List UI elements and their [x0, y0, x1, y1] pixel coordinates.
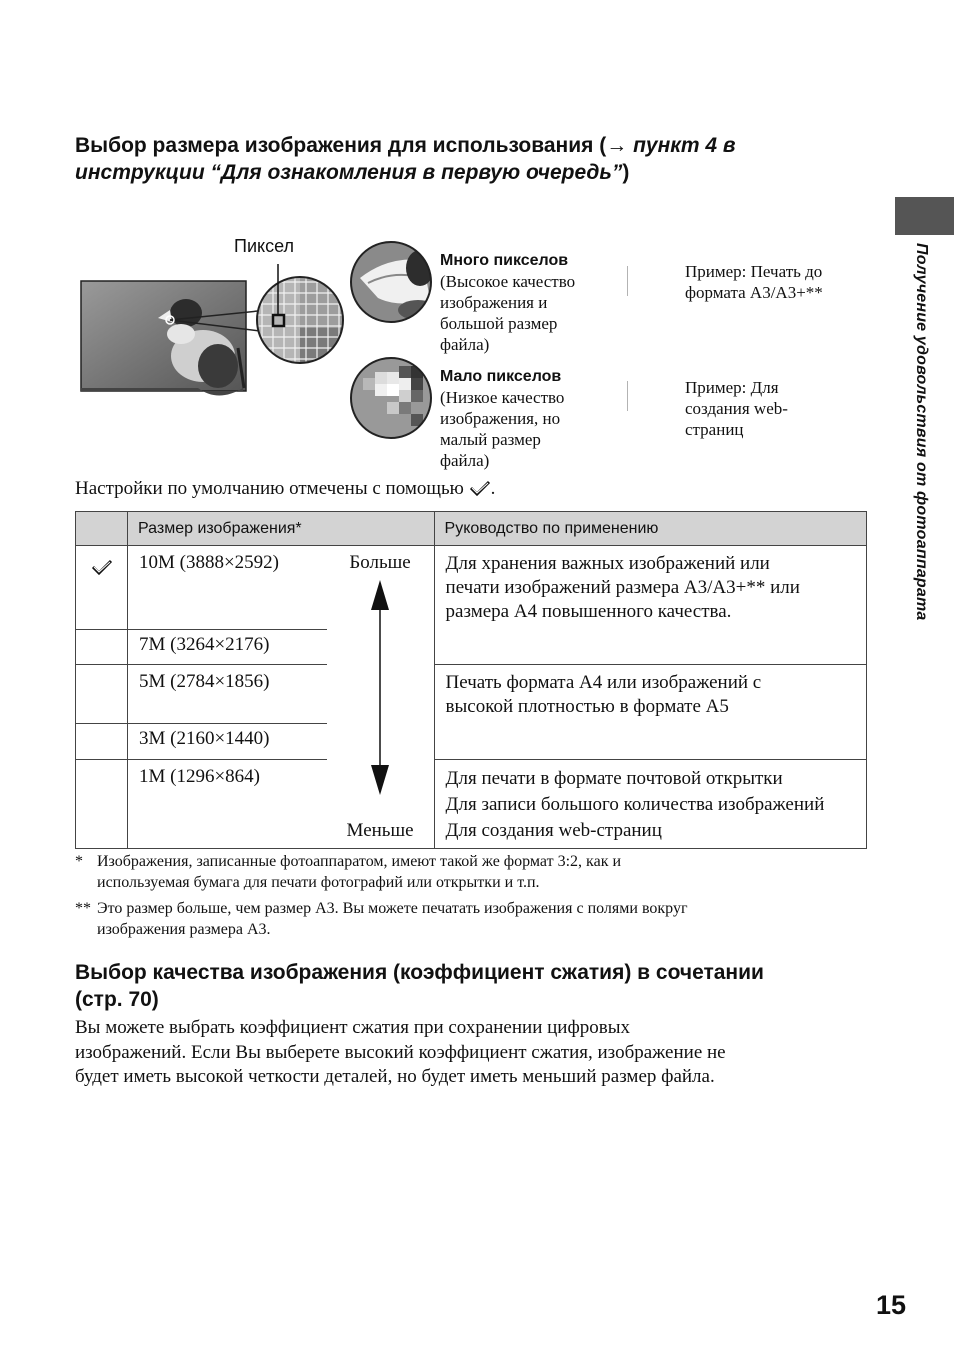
check-cell — [76, 724, 128, 760]
page-number: 15 — [876, 1290, 907, 1320]
size-cell: 1M (1296×864) — [128, 760, 327, 849]
example-line: формата A3/A3+** — [685, 283, 823, 302]
size-cell: 5M (2784×1856) — [128, 665, 327, 724]
few-pixels-line: файла) — [440, 451, 490, 470]
arrow-right-icon — [627, 252, 628, 310]
few-pixels-description — [440, 365, 625, 471]
body-line: Вы можете выбрать коэффициент сжатия при сохранении цифровых — [75, 1017, 630, 1038]
less-label: Меньше — [346, 820, 414, 841]
arrow-icon: → — [606, 134, 628, 157]
guide-line: Печать формата A4 или изображений с — [445, 672, 762, 693]
section-title-image-size — [75, 132, 865, 186]
many-pixels-line: (Высокое качество — [440, 272, 576, 291]
many-pixels-description — [440, 249, 625, 355]
footnote-mark: ** — [75, 900, 91, 917]
many-pixels-line: изображения и — [440, 293, 548, 312]
footnote-line: используемая бумага для печати фотографий или открытки и т.п. — [97, 874, 540, 891]
few-pixels-line: (Низкое качество — [440, 388, 565, 407]
section-title-quality — [75, 959, 875, 1013]
guide-line: Для создания web-страниц — [445, 820, 662, 841]
many-pixels-image — [348, 238, 438, 328]
bird-photo — [81, 281, 246, 396]
few-pixels-image — [348, 356, 438, 446]
image-size-table — [75, 511, 867, 849]
guide-line: Для хранения важных изображений или — [445, 553, 770, 574]
header-check — [76, 512, 128, 546]
footnote-single — [75, 851, 875, 893]
checkmark-icon — [469, 480, 491, 496]
body-line: изображений. Если Вы выберете высокий коэффициент сжатия, изображение не — [75, 1041, 726, 1063]
check-cell — [76, 760, 128, 849]
footnote-line: Изображения, записанные фотоаппаратом, имеют такой же формат 3:2, как и — [97, 853, 622, 870]
example-line: Пример: Печать до — [685, 262, 823, 281]
body-line: будет иметь высокой четкости деталей, но будет иметь меньший размер файла. — [75, 1066, 715, 1087]
many-pixels-heading: Много пикселов — [440, 252, 569, 269]
many-pixels-line: большой размер — [440, 314, 558, 333]
size-cell: 10M (3888×2592) — [128, 546, 327, 630]
default-settings-note — [75, 478, 495, 500]
quality-body-text — [75, 1016, 875, 1090]
table-row — [76, 665, 867, 724]
example-line: Пример: Для — [685, 378, 779, 397]
more-label: Больше — [349, 552, 411, 573]
section-title-suffix: ) — [622, 161, 630, 184]
pixel-grid-circle — [254, 264, 346, 368]
guide-line: Для печати в формате почтовой открытки — [445, 768, 783, 789]
guide-line: печати изображений размера A3/A3+** или — [445, 577, 800, 598]
guide-line: высокой плотностью в формате A5 — [445, 696, 729, 717]
default-note-end: . — [490, 478, 496, 499]
size-cell: 7M (3264×2176) — [128, 630, 327, 665]
default-note-text: Настройки по умолчанию отмечены с помощью — [75, 478, 464, 499]
few-pixels-line: малый размер — [440, 430, 541, 449]
footnote-mark: * — [75, 853, 83, 870]
guide-cell — [434, 760, 866, 849]
footnote-line: изображения размера A3. — [97, 921, 271, 938]
footnote-line: Это размер больше, чем размер A3. Вы можете печатать изображения с полями вокруг — [97, 900, 688, 917]
many-pixels-line: файла) — [440, 335, 490, 354]
size-scale-cell — [327, 546, 435, 849]
default-check-cell — [76, 546, 128, 630]
section-title-ref: пункт 4 в инструкции “Для ознакомления в первую очередь” — [75, 134, 736, 184]
size-cell: 3M (2160×1440) — [128, 724, 327, 760]
section-title-line: (стр. 70) — [75, 988, 159, 1011]
check-cell — [76, 630, 128, 665]
many-pixels-example — [685, 261, 865, 303]
example-line: создания web- — [685, 399, 788, 418]
section-title-prefix: Выбор размера изображения для использования ( — [75, 134, 607, 157]
check-cell — [76, 665, 128, 724]
header-image-size: Размер изображения* — [128, 512, 435, 546]
table-header-row — [76, 512, 867, 546]
table-row — [76, 760, 867, 849]
guide-line: Для записи большого количества изображений — [445, 794, 825, 815]
table-row — [76, 546, 867, 630]
side-tab-marker — [895, 197, 954, 235]
checkmark-icon — [91, 558, 113, 576]
guide-cell — [434, 665, 866, 760]
double-arrow-icon — [365, 580, 395, 795]
guide-line: размера A4 повышенного качества. — [445, 601, 732, 622]
guide-cell — [434, 546, 866, 665]
few-pixels-example — [685, 377, 865, 440]
pixel-label: Пиксел — [234, 236, 294, 256]
side-tab-label: Получение удовольствия от фотоаппарата — [913, 243, 930, 621]
example-line: страниц — [685, 420, 744, 439]
footnote-double — [75, 898, 875, 940]
few-pixels-heading: Мало пикселов — [440, 368, 562, 385]
arrow-right-icon — [627, 367, 628, 425]
section-title-line: Выбор качества изображения (коэффициент сжатия) в сочетании — [75, 961, 764, 984]
header-guide: Руководство по применению — [434, 512, 866, 546]
few-pixels-line: изображения, но — [440, 409, 561, 428]
